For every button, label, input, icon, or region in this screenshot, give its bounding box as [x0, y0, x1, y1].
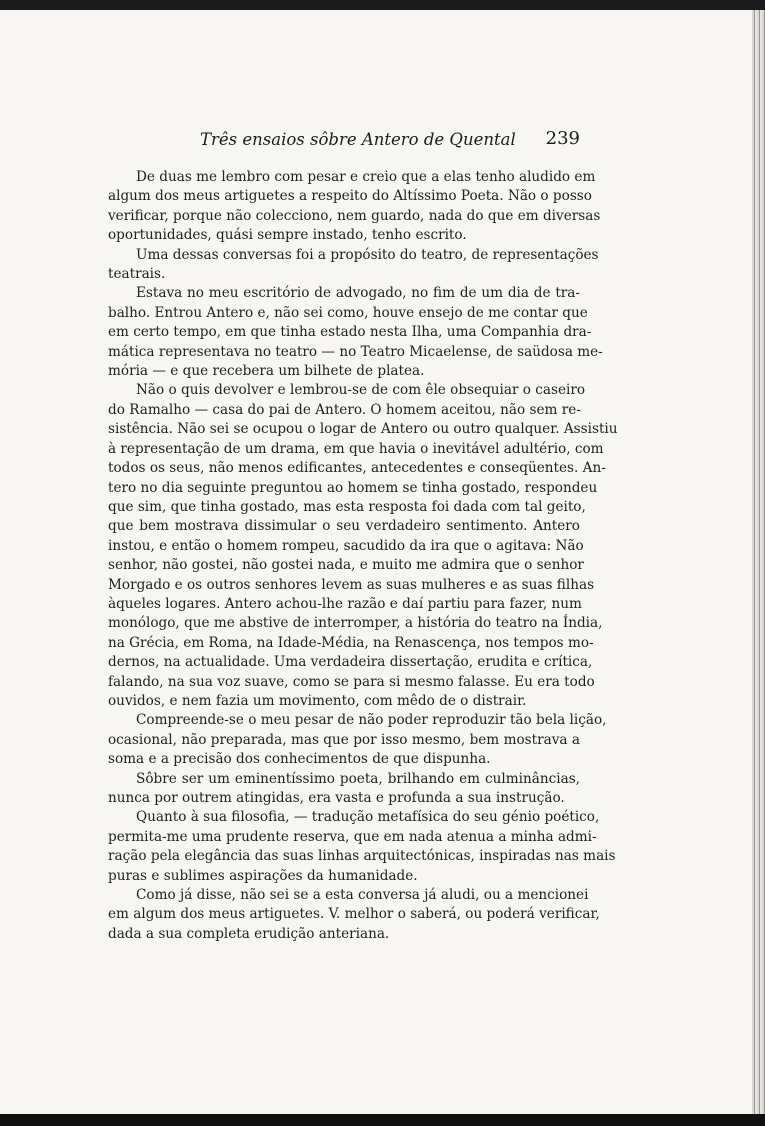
text-line: permita-me uma prudente reserva, que em nada atenua a minha admi-: [108, 828, 597, 845]
text-line: ração pela elegância das suas linhas arquitectónicas, inspiradas nas mais: [108, 848, 616, 865]
text-line: Compreende-se o meu pesar de não poder reproduzir tão bela lição,: [136, 712, 607, 729]
text-line: Morgado e os outros senhores levem as suas mulheres e as suas filhas: [108, 576, 595, 593]
text-line: soma e a precisão dos conhecimentos de que dispunha.: [108, 751, 491, 768]
text-line: todos os seus, não menos edificantes, antecedentes e conseqüentes. An-: [108, 460, 606, 477]
text-line: dada a sua completa erudição anteriana.: [108, 925, 390, 942]
paragraph: [108, 770, 580, 809]
text-line: verificar, porque não colecciono, nem guardo, nada do que em diversas: [108, 207, 601, 224]
paragraph: [108, 381, 618, 711]
text-line: em algum dos meus artiguetes. V. melhor o saberá, ou poderá verificar,: [108, 906, 600, 923]
text-line: falando, na sua voz suave, como se para si mesmo falasse. Eu era todo: [108, 673, 595, 690]
text-line: Não o quis devolver e lembrou-se de com êle obsequiar o caseiro: [136, 382, 586, 399]
text-line: balho. Entrou Antero e, não sei como, houve ensejo de me contar que: [108, 304, 588, 321]
text-line: dernos, na actualidade. Uma verdadeira dissertação, erudita e crítica,: [108, 654, 593, 671]
text-line: mática representava no teatro — no Teatro Micaelense, de saüdosa me-: [108, 343, 603, 360]
running-title: Três ensaios sôbre Antero de Quental: [200, 130, 516, 149]
running-head: [108, 128, 580, 154]
paragraph: [108, 284, 603, 381]
text-line: oportunidades, quási sempre instado, tenho escrito.: [108, 227, 467, 244]
text-line: puras e sublimes aspirações da humanidade.: [108, 867, 418, 884]
text-line: Quanto à sua filosofia, — tradução metafísica do seu génio poético,: [136, 809, 600, 826]
page-edge-binding: [752, 10, 765, 1114]
text-line: Sôbre ser um eminentíssimo poeta, brilhando em culminâncias,: [136, 770, 580, 787]
text-line: do Ramalho — casa do pai de Antero. O homem aceitou, não sem re-: [108, 401, 581, 418]
paragraph: [108, 808, 616, 886]
paragraph: [108, 168, 601, 246]
text-line: Estava no meu escritório de advogado, no fim de um dia de tra-: [136, 285, 580, 302]
body-text: [108, 168, 618, 944]
page-number: 239: [545, 128, 580, 149]
text-line: que sim, que tinha gostado, mas esta resposta foi dada com tal geito,: [108, 498, 586, 515]
paragraph: [108, 711, 607, 769]
paragraph: [108, 246, 599, 285]
text-line: tero no dia seguinte preguntou ao homem se tinha gostado, respondeu: [108, 479, 598, 496]
text-line: instou, e então o homem rompeu, sacudido da ira que o agitava: Não: [108, 537, 584, 554]
text-line: algum dos meus artiguetes a respeito do Altíssimo Poeta. Não o posso: [108, 188, 592, 205]
text-line: ouvidos, e nem fazia um movimento, com mêdo de o distrair.: [108, 692, 527, 709]
scan-bottom-edge: [0, 1114, 765, 1126]
text-line: teatrais.: [108, 266, 166, 283]
paragraph: [108, 886, 600, 944]
text-line: nunca por outrem atingidas, era vasta e profunda a sua instrução.: [108, 790, 565, 806]
text-line: mória — e que recebera um bilhete de platea.: [108, 363, 425, 380]
text-line: monólogo, que me abstive de interromper, a história do teatro na Índia,: [108, 615, 603, 632]
text-line: Uma dessas conversas foi a propósito do teatro, de representações: [136, 246, 599, 263]
text-line: à representação de um drama, em que havia o inevitável adultério, com: [108, 440, 604, 457]
text-line: De duas me lembro com pesar e creio que a elas tenho aludido em: [136, 169, 596, 185]
text-line: que bem mostrava dissimular o seu verdadeiro sentimento. Antero: [108, 518, 580, 535]
text-line: àqueles logares. Antero achou-lhe razão e daí partiu para fazer, num: [108, 595, 582, 612]
text-line: em certo tempo, em que tinha estado nesta Ilha, uma Companhia dra-: [108, 324, 592, 341]
text-line: senhor, não gostei, não gostei nada, e muito me admira que o senhor: [108, 557, 584, 574]
text-line: na Grécia, em Roma, na Idade-Média, na Renascença, nos tempos mo-: [108, 634, 594, 651]
text-line: Como já disse, não sei se a esta conversa já aludi, ou a mencionei: [136, 887, 589, 904]
text-line: ocasional, não preparada, mas que por isso mesmo, bem mostrava a: [108, 731, 580, 748]
text-line: sistência. Não sei se ocupou o logar de Antero ou outro qualquer. Assistiu: [108, 421, 618, 438]
book-page: [0, 10, 754, 1114]
